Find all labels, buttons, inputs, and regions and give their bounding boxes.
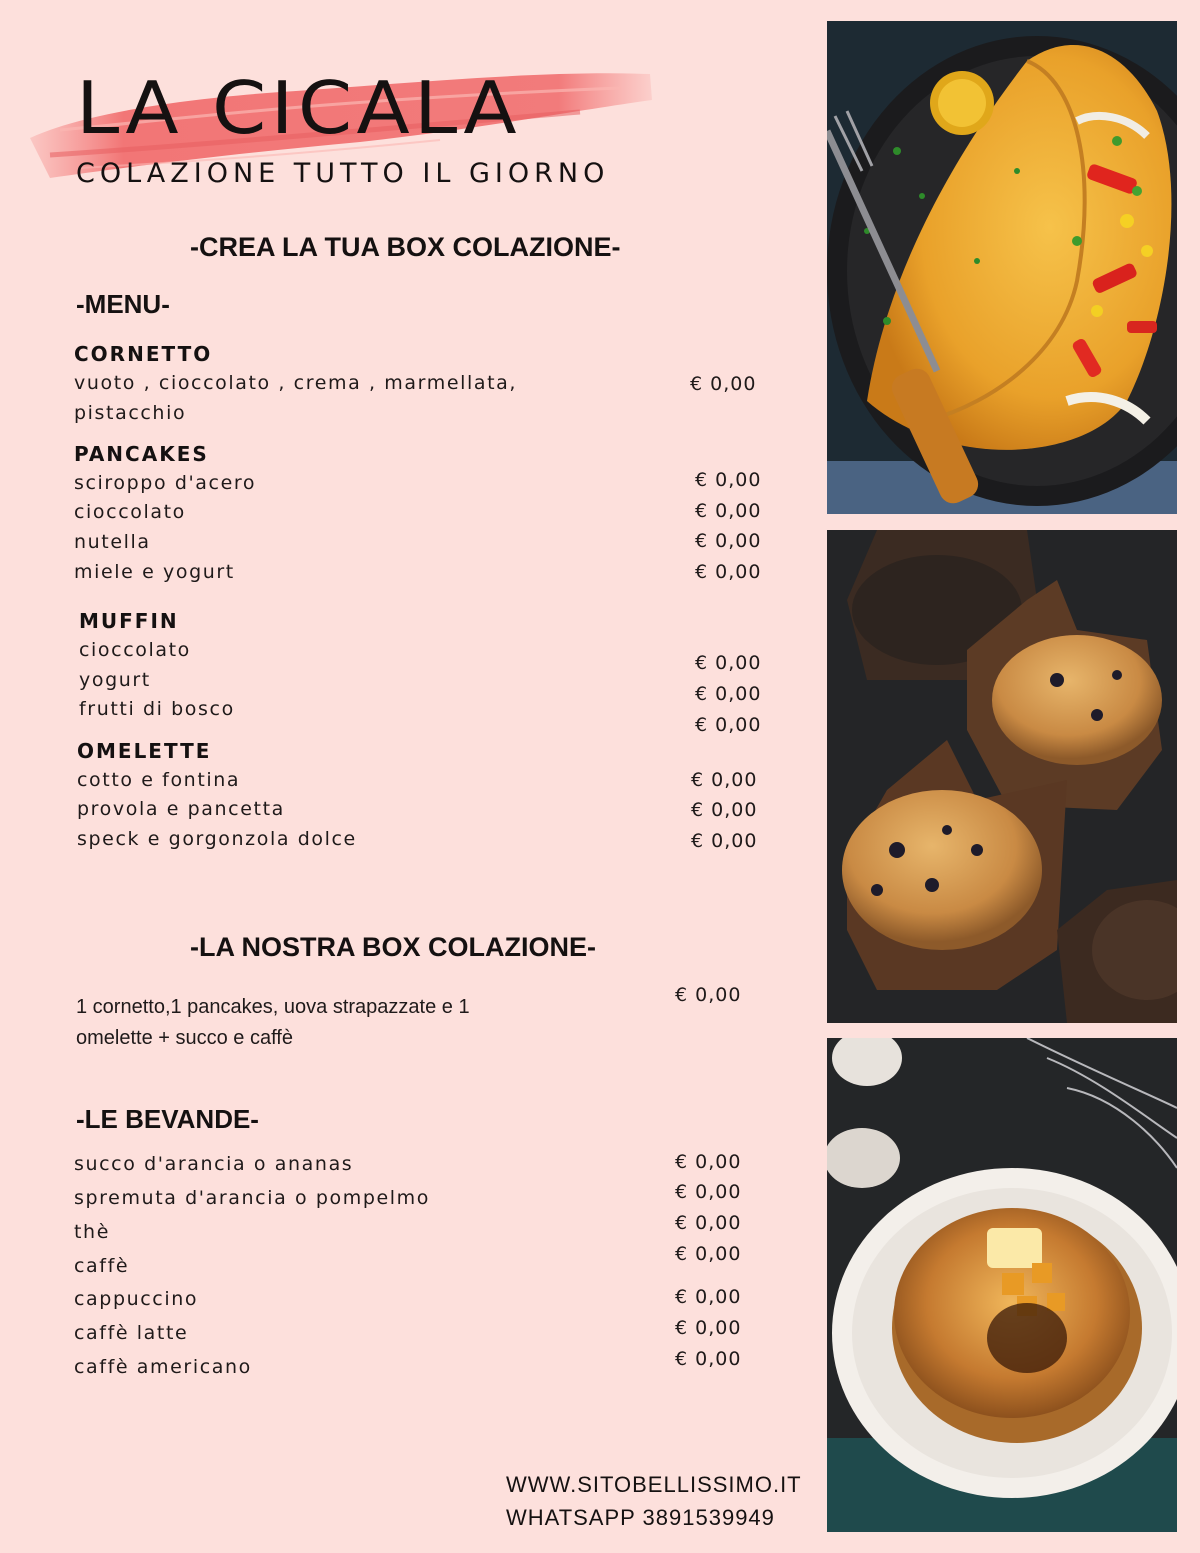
- category-pancakes: PANCAKES: [74, 442, 209, 466]
- menu-item-name: sciroppo d'acero: [74, 472, 257, 494]
- section-title-bevande: -LE BEVANDE-: [76, 1104, 259, 1134]
- menu-item-price: € 0,00: [691, 769, 758, 791]
- drink-price: € 0,00: [675, 1286, 742, 1308]
- drink-price: € 0,00: [675, 1317, 742, 1339]
- whatsapp-number[interactable]: WHATSAPP 3891539949: [506, 1505, 775, 1530]
- box-description-line: 1 cornetto,1 pancakes, uova strapazzate e 1: [76, 996, 470, 1018]
- menu-item-price: € 0,00: [690, 373, 757, 395]
- menu-item-price: € 0,00: [695, 683, 762, 705]
- drink-name: caffè latte: [74, 1322, 189, 1344]
- section-title-menu: -MENU-: [76, 289, 170, 319]
- section-title-crea-box: -CREA LA TUA BOX COLAZIONE-: [190, 232, 621, 262]
- category-omelette: OMELETTE: [77, 739, 212, 763]
- menu-item-name: speck e gorgonzola dolce: [77, 828, 357, 850]
- brand-subtitle: COLAZIONE TUTTO IL GIORNO: [76, 158, 610, 189]
- menu-item-name: cotto e fontina: [77, 769, 241, 791]
- menu-item-name: cioccolato: [79, 639, 191, 661]
- menu-item-name: miele e yogurt: [74, 561, 235, 583]
- omelette-photo: [827, 21, 1177, 514]
- category-cornetto: CORNETTO: [74, 342, 213, 366]
- menu-item-price: € 0,00: [695, 500, 762, 522]
- pancakes-photo: [827, 1038, 1177, 1532]
- menu-item-name: pistacchio: [74, 402, 187, 424]
- drink-price: € 0,00: [675, 1151, 742, 1173]
- menu-item-name: vuoto , cioccolato , crema , marmellata,: [74, 372, 518, 394]
- drink-price: € 0,00: [675, 1348, 742, 1370]
- drink-name: spremuta d'arancia o pompelmo: [74, 1187, 430, 1209]
- menu-item-price: € 0,00: [691, 799, 758, 821]
- website-link[interactable]: WWW.SITOBELLISSIMO.IT: [506, 1472, 802, 1497]
- drink-price: € 0,00: [675, 1243, 742, 1265]
- menu-item-name: cioccolato: [74, 501, 186, 523]
- menu-item-name: yogurt: [79, 669, 151, 691]
- menu-item-name: provola e pancetta: [77, 798, 285, 820]
- drink-name: thè: [74, 1221, 110, 1243]
- box-description: [76, 992, 546, 1054]
- drink-price: € 0,00: [675, 1212, 742, 1234]
- brand-title: LA CICALA: [76, 66, 521, 150]
- category-muffin: MUFFIN: [79, 609, 179, 633]
- menu-item-price: € 0,00: [695, 561, 762, 583]
- menu-item-price: € 0,00: [695, 469, 762, 491]
- menu-item-price: € 0,00: [695, 652, 762, 674]
- box-description-line: omelette + succo e caffè: [76, 1027, 293, 1049]
- drink-name: caffè: [74, 1255, 130, 1277]
- muffin-photo: [827, 530, 1177, 1023]
- drink-name: cappuccino: [74, 1288, 199, 1310]
- menu-item-name: frutti di bosco: [79, 698, 235, 720]
- menu-item-name: nutella: [74, 531, 151, 553]
- box-price: € 0,00: [675, 984, 742, 1006]
- menu-item-price: € 0,00: [695, 714, 762, 736]
- menu-item-price: € 0,00: [691, 830, 758, 852]
- menu-item-price: € 0,00: [695, 530, 762, 552]
- drink-name: succo d'arancia o ananas: [74, 1153, 354, 1175]
- drink-price: € 0,00: [675, 1181, 742, 1203]
- section-title-nostra-box: -LA NOSTRA BOX COLAZIONE-: [190, 932, 596, 962]
- drink-name: caffè americano: [74, 1356, 252, 1378]
